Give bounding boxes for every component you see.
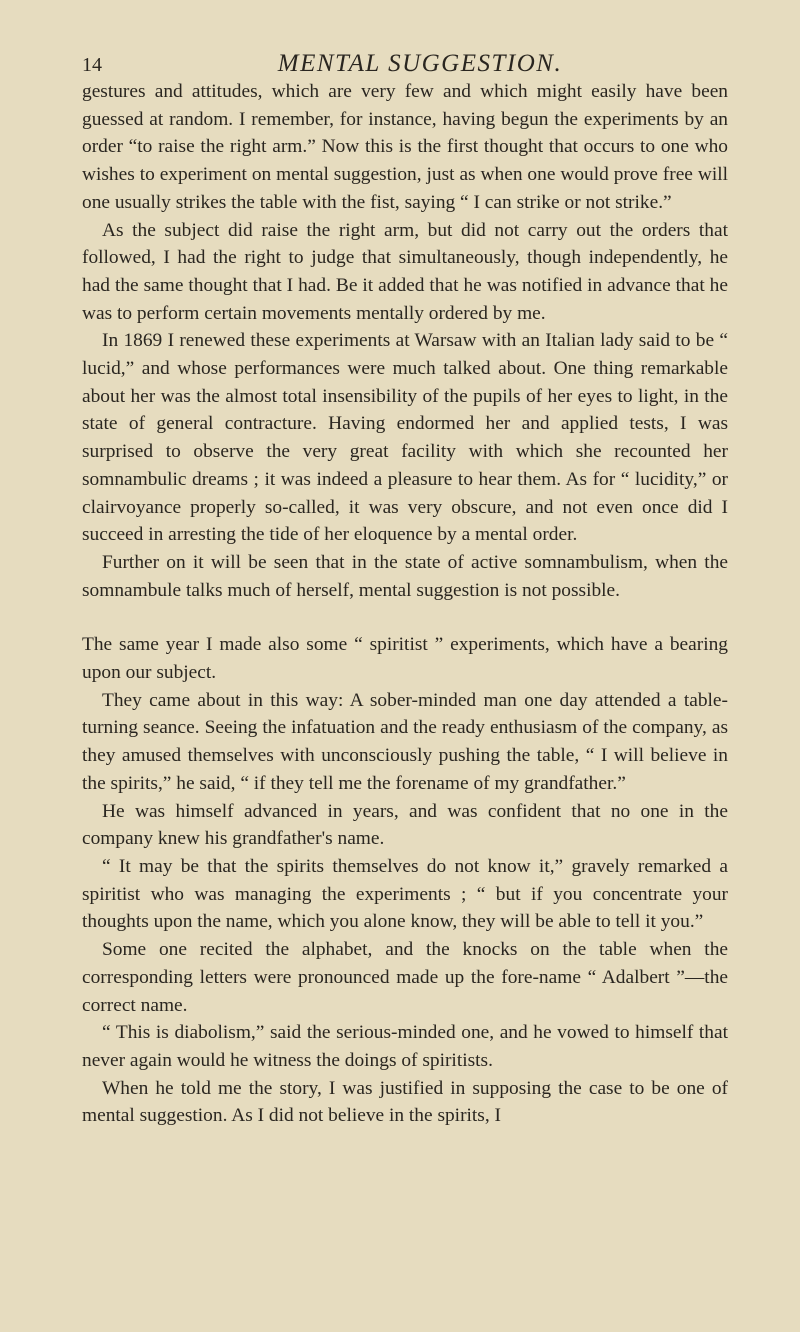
paragraph: Some one recited the alphabet, and the knocks on the table when the corresponding letters were pronounced made up the fore-name “ Adalbert ”—the correct name. bbox=[82, 939, 728, 1016]
running-title: MENTAL SUGGESTION. bbox=[277, 50, 563, 77]
paragraph: He was himself advanced in years, and was confident that no one in the company knew his grandfather's name. bbox=[82, 800, 728, 850]
paragraph: The same year I made also some “ spiritist ” experiments, which have a bearing upon our subject. bbox=[82, 634, 728, 684]
paragraph: gestures and attitudes, which are very few and which might easily have been guessed at random. I remember, for instance, having begun the experiments by an order “to raise the right arm.” Now this is the first thought that occurs to one who wishes to experiment on mental suggestion, just as when one would prove free will one usually strikes the table with the fist, saying “ I can strike or not strike.” bbox=[82, 81, 728, 213]
paragraph: When he told me the story, I was justified in supposing the case to be one of mental suggestion. As I did not believe in the spirits, I bbox=[82, 1077, 728, 1127]
paragraph: “ This is diabolism,” said the serious-minded one, and he vowed to himself that never again would he witness the doings of spiritists. bbox=[82, 1022, 728, 1071]
page-number: 14 bbox=[82, 54, 102, 76]
paragraph: Further on it will be seen that in the state of active somnambulism, when the somnambule talks much of herself, mental suggestion is not possible. bbox=[82, 551, 728, 601]
page-header bbox=[82, 0, 728, 78]
paragraph: “ It may be that the spirits themselves do not know it,” gravely remarked a spiritist who was managing the experiments ; “ but if you concentrate your thoughts upon the name, which you alone know, they will be able to tell it you.” bbox=[82, 855, 728, 933]
paragraph: In 1869 I renewed these experiments at Warsaw with an Italian lady said to be “ lucid,” and whose performances were much talked about. One thing remarkable about her was the almost total insensibility of the pupils of her eyes to light, in the state of general contracture. Having endormed her and applied tests, I was surprised to observe the very great facility with which she recounted her somnambulic dreams ; it was indeed a pleasure to hear them. As for “ lucidity,” or clairvoyance properly so-called, it was very obscure, and not even once did I succeed in arresting the tide of her eloquence by a mental order. bbox=[82, 330, 728, 546]
paragraph: As the subject did raise the right arm, but did not carry out the orders that followed, I had the right to judge that simultaneously, though independently, he had the same thought that I had. Be it added that he was notified in advance that he was to perform certain movements mentally ordered by me. bbox=[82, 219, 728, 324]
paragraph: They came about in this way: A sober-minded man one day attended a table-turning seance. Seeing the infatuation and the ready enthusiasm of the company, as they amused themselves with unconsciously pushing the table, “ I will believe in the spirits,” he said, “ if they tell me the forename of my grandfather.” bbox=[82, 689, 728, 794]
body-text bbox=[82, 78, 728, 1130]
